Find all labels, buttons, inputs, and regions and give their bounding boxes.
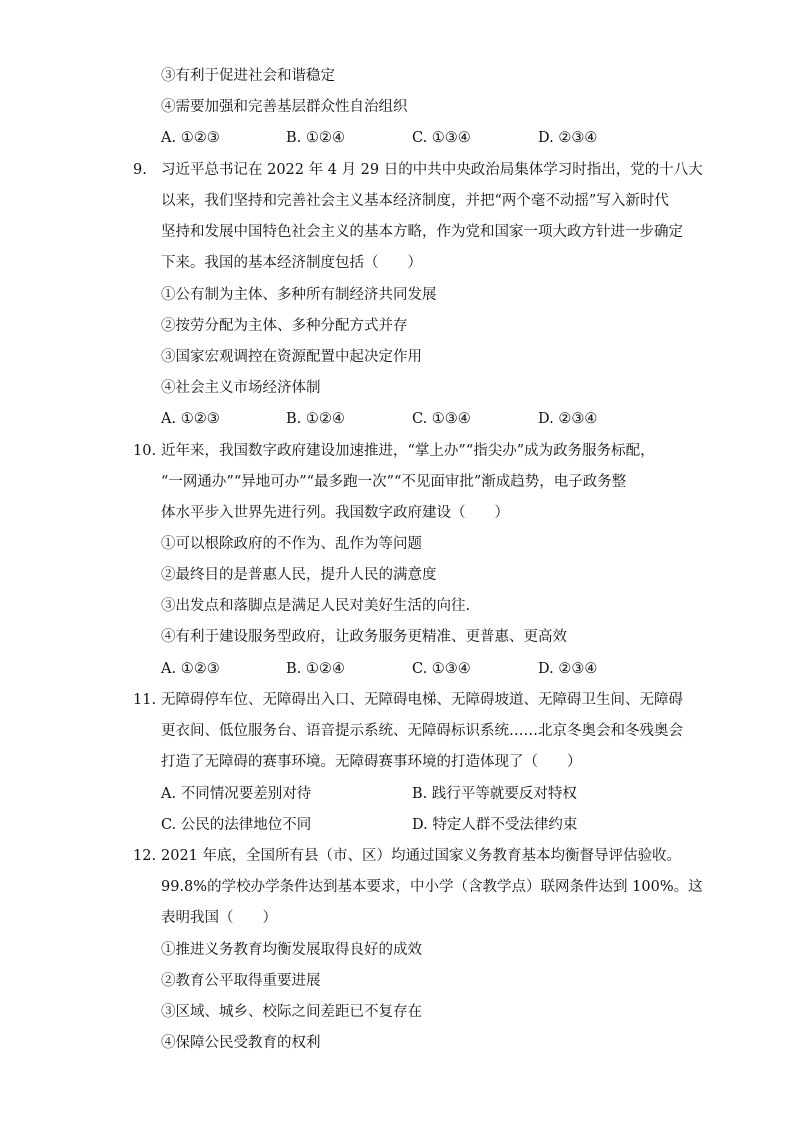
- q9-number: 9.: [133, 162, 147, 178]
- q10-option-b: B. ①②④: [286, 661, 345, 677]
- q9-item-3: ③国家宏观调控在资源配置中起决定作用: [161, 349, 422, 365]
- q10-option-d: D. ②③④: [538, 661, 598, 677]
- q12-stem-line-1: 2021 年底，全国所有县（市、区）均通过国家义务教育基本均衡督导评估验收。: [161, 848, 682, 864]
- q10-item-1: ①可以根除政府的不作为、乱作为等问题: [161, 536, 422, 552]
- q10-stem-line-3: 体水平步入世界先进行列。我国数字政府建设（ ）: [161, 505, 509, 521]
- q9-stem-line-4: 下来。我国的基本经济制度包括（ ）: [161, 255, 422, 271]
- q12-stem-line-3: 表明我国（ ）: [161, 910, 277, 926]
- q12-number: 12.: [133, 848, 157, 864]
- q12-item-2: ②教育公平取得重要进展: [161, 973, 321, 989]
- q9-stem-line-2: 以来，我们坚持和完善社会主义基本经济制度，并把“两个毫不动摇”写入新时代: [161, 193, 669, 209]
- q10-option-c: C. ①③④: [412, 661, 471, 677]
- q10-number: 10.: [133, 443, 157, 459]
- q10-stem-line-2: “一网通办”“异地可办”“最多跑一次”“不见面审批”渐成趋势，电子政务整: [161, 474, 627, 490]
- q11-option-c: C. 公民的法律地位不同: [161, 817, 312, 833]
- q12-item-3: ③区域、城乡、校际之间差距已不复存在: [161, 1004, 422, 1020]
- q9-option-a: A. ①②③: [161, 411, 220, 427]
- q8-option-a: A. ①②③: [161, 130, 220, 146]
- q11-option-d: D. 特定人群不受法律约束: [412, 817, 578, 833]
- q8-option-b: B. ①②④: [286, 130, 345, 146]
- q10-option-a: A. ①②③: [161, 661, 220, 677]
- q11-stem-line-3: 打造了无障碍的赛事环境。无障碍赛事环境的打造体现了（ ）: [161, 754, 582, 770]
- q9-item-4: ④社会主义市场经济体制: [161, 380, 321, 396]
- q11-number: 11.: [133, 692, 157, 708]
- q10-item-4: ④有利于建设服务型政府，让政务服务更精准、更普惠、更高效: [161, 629, 567, 645]
- q9-stem-line-1: 习近平总书记在 2022 年 4 月 29 日的中共中央政治局集体学习时指出，党的十八大: [161, 162, 703, 178]
- q12-item-1: ①推进义务教育均衡发展取得良好的成效: [161, 942, 422, 958]
- q9-item-1: ①公有制为主体、多种所有制经济共同发展: [161, 287, 437, 303]
- q8-option-d: D. ②③④: [538, 130, 598, 146]
- q10-stem-line-1: 近年来，我国数字政府建设加速推进，“掌上办”“指尖办”成为政务服务标配，: [161, 443, 655, 459]
- q8-item-3: ③有利于促进社会和谐稳定: [161, 68, 335, 84]
- q11-stem-line-2: 更衣间、低位服务台、语音提示系统、无障碍标识系统……北京冬奥会和冬残奥会: [161, 723, 683, 739]
- q10-item-2: ②最终目的是普惠人民，提升人民的满意度: [161, 567, 437, 583]
- q12-item-4: ④保障公民受教育的权利: [161, 1035, 321, 1051]
- q9-option-c: C. ①③④: [412, 411, 471, 427]
- q11-stem-line-1: 无障碍停车位、无障碍出入口、无障碍电梯、无障碍坡道、无障碍卫生间、无障碍: [161, 692, 683, 708]
- q9-option-b: B. ①②④: [286, 411, 345, 427]
- q8-item-4: ④需要加强和完善基层群众性自治组织: [161, 99, 408, 115]
- q11-option-a: A. 不同情况要差别对待: [161, 786, 312, 802]
- q9-option-d: D. ②③④: [538, 411, 598, 427]
- q8-option-c: C. ①③④: [412, 130, 471, 146]
- q12-stem-line-2: 99.8%的学校办学条件达到基本要求，中小学（含教学点）联网条件达到 100%。这: [161, 879, 703, 895]
- q9-item-2: ②按劳分配为主体、多种分配方式并存: [161, 318, 408, 334]
- q10-item-3: ③出发点和落脚点是满足人民对美好生活的向往.: [161, 598, 471, 614]
- q9-stem-line-3: 坚持和发展中国特色社会主义的基本方略，作为党和国家一项大政方针进一步确定: [161, 224, 683, 240]
- q11-option-b: B. 践行平等就要反对特权: [412, 786, 577, 802]
